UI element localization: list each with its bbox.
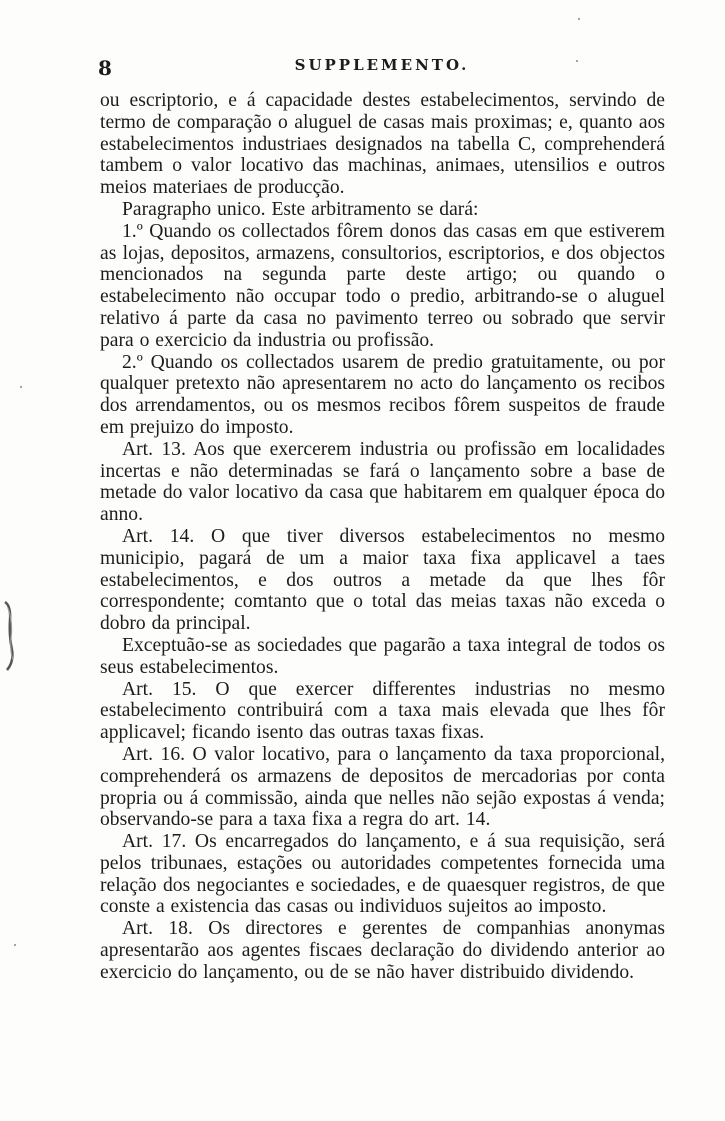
page-number: 8 <box>98 56 112 80</box>
article-16: Art. 16. O valor locativo, para o lançamento da taxa proporcional, comprehenderá os armazens de depositos de mercadorias por conta propria ou á commissão, ainda que nelles não sejão expostas á venda; observando-se para a taxa fixa a regra do art. 14. <box>100 743 665 831</box>
paragraph-continuation: ou escriptorio, e á capacidade destes estabelecimentos, servindo de termo de comparação o aluguel de casas mais proximas; e, quanto aos estabelecimentos industriaes designados na tabella C, comprehenderá tambem o valor locativo das machinas, animaes, utensilios e outros meios materiaes de producção. <box>100 90 665 199</box>
article-15: Art. 15. O que exercer differentes industrias no mesmo estabelecimento contribuirá com a taxa mais elevada que lhes fôr applicavel; ficando isento das outras taxas fixas. <box>100 678 665 744</box>
paper-speck <box>578 18 580 20</box>
paper-speck <box>576 60 578 62</box>
running-head: SUPPLEMENTO. <box>294 56 470 74</box>
paragraph-item-1: 1.º Quando os collectados fôrem donos das casas em que estiverem as lojas, depositos, armazens, consultorios, escriptorios, e dos objectos mencionados na segunda parte deste artigo; ou quando o estabelecimento não occupar todo o predio, arbitrando-se o aluguel relativo á parte da casa no pavimento terreo ou sobrado que servir para o exercicio da industria ou profissão. <box>100 220 665 351</box>
article-13: Art. 13. Aos que exercerem industria ou profissão em localidades incertas e não determinadas se fará o lançamento sobre a base de metade do valor locativo da casa que habitarem em qualquer época do anno. <box>100 438 665 526</box>
article-14-exception: Exceptuão-se as sociedades que pagarão a taxa integral de todos os seus estabelecimentos. <box>100 634 665 678</box>
paragraph-item-2: 2.º Quando os collectados usarem de predio gratuitamente, ou por qualquer pretexto não apresentarem no acto do lançamento os recibos dos arrendamentos, ou os mesmos recibos fôrem suspeitos de fraude em prejuizo do imposto. <box>100 351 665 438</box>
article-14: Art. 14. O que tiver diversos estabelecimentos no mesmo municipio, pagará de um a maior taxa fixa applicavel a taes estabelecimentos, e dos outros a metade da que lhes fôr correspondente; comtanto que o total das meias taxas não exceda o dobro da principal. <box>100 525 665 635</box>
page-header <box>92 50 672 80</box>
text-body <box>100 90 665 984</box>
article-18: Art. 18. Os directores e gerentes de companhias anonymas apresentarão aos agentes fiscaes declaração do dividendo anterior ao exercicio do lançamento, ou de se não haver distribuido dividendo. <box>100 918 665 983</box>
paper-speck <box>14 944 16 946</box>
paragraph-unico: Paragrapho unico. Este arbitramento se dará: <box>122 198 479 220</box>
article-17: Art. 17. Os encarregados do lançamento, e á sua requisição, será pelos tribunaes, estações ou autoridades competentes fornecida uma relação dos negociantes e sociedades, e de quaesquer registros, de que conste a existencia das casas ou individuos sujeitos ao imposto. <box>100 831 665 918</box>
paper-speck <box>20 386 22 388</box>
binding-shadow-mark <box>2 600 16 672</box>
